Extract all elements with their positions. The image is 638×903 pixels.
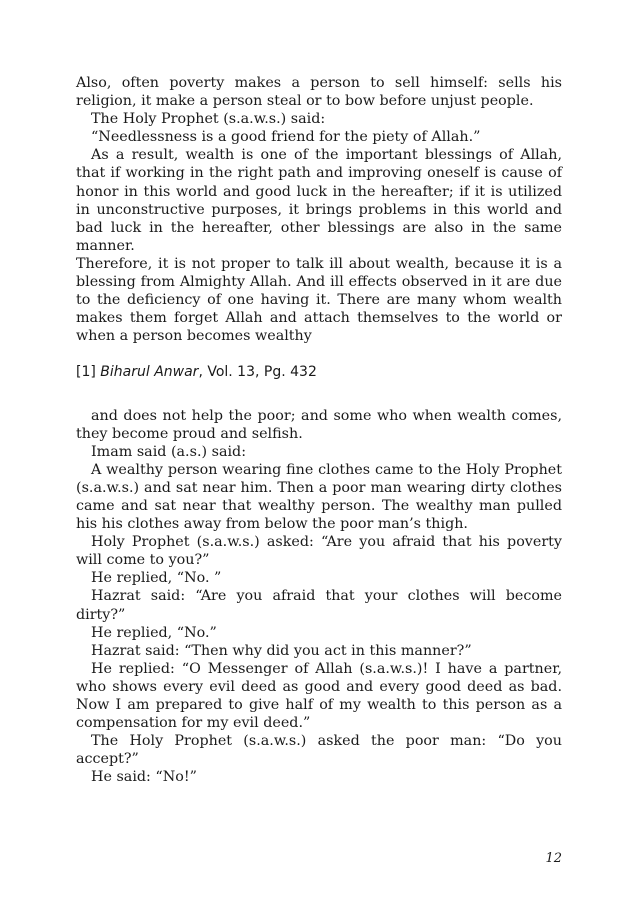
paragraph: Holy Prophet (s.a.w.s.) asked: “Are you afraid that his poverty will come to you?” bbox=[76, 534, 562, 569]
paragraph: Imam said (a.s.) said: bbox=[91, 443, 247, 460]
paragraph: He replied, “No.” bbox=[91, 624, 217, 641]
paragraph: and does not help the poor; and some who when wealth comes, they become proud and selfish. bbox=[76, 407, 562, 442]
page-body bbox=[76, 74, 562, 786]
page-number: 12 bbox=[545, 851, 562, 866]
paragraph: “Needlessness is a good friend for the piety of Allah.” bbox=[91, 129, 481, 146]
footnote-source-detail: , Vol. 13, Pg. 432 bbox=[198, 364, 317, 381]
main-text-top bbox=[76, 74, 562, 345]
paragraph: He replied, “No. ” bbox=[91, 570, 222, 587]
footnote-source-title: Biharul Anwar bbox=[100, 364, 199, 381]
paragraph: Hazrat said: “Then why did you act in this manner?” bbox=[91, 642, 472, 659]
paragraph: Hazrat said: “Are you afraid that your clothes will become dirty?” bbox=[76, 588, 562, 623]
paragraph: The Holy Prophet (s.a.w.s.) asked the poor man: “Do you accept?” bbox=[76, 733, 562, 768]
main-text-bottom bbox=[76, 407, 562, 787]
footnote-marker: [1] bbox=[76, 364, 101, 381]
paragraph: He said: “No!” bbox=[91, 769, 197, 786]
paragraph: A wealthy person wearing fine clothes came to the Holy Prophet (s.a.w.s.) and sat near him. Then a poor man wearing dirty clothes came and sat near that wealthy person. The wealthy man pulled his his clothes away from below the poor man’s thigh. bbox=[76, 461, 562, 533]
footnote bbox=[76, 363, 562, 381]
paragraph: Therefore, it is not proper to talk ill about wealth, because it is a blessing from Almighty Allah. And ill effects observed in it are due to the deficiency of one having it. There are many whom wealth makes them forget Allah and attach themselves to the world or when a person becomes wealthy bbox=[76, 255, 562, 345]
paragraph: As a result, wealth is one of the important blessings of Allah, that if working in the right path and improving oneself is cause of honor in this world and good luck in the hereafter; if it is utilized in unconstructive purposes, it brings problems in this world and bad luck in the hereafter, other blessings are also in the same manner. bbox=[76, 147, 562, 254]
paragraph: The Holy Prophet (s.a.w.s.) said: bbox=[91, 111, 326, 128]
paragraph: He replied: “O Messenger of Allah (s.a.w.s.)! I have a partner, who shows every evil deed as good and every good deed as bad. Now I am prepared to give half of my wealth to this person as a compensation for my evil deed.” bbox=[76, 660, 562, 732]
paragraph: Also, often poverty makes a person to sell himself: sells his religion, it make a person steal or to bow before unjust people. bbox=[76, 75, 562, 110]
